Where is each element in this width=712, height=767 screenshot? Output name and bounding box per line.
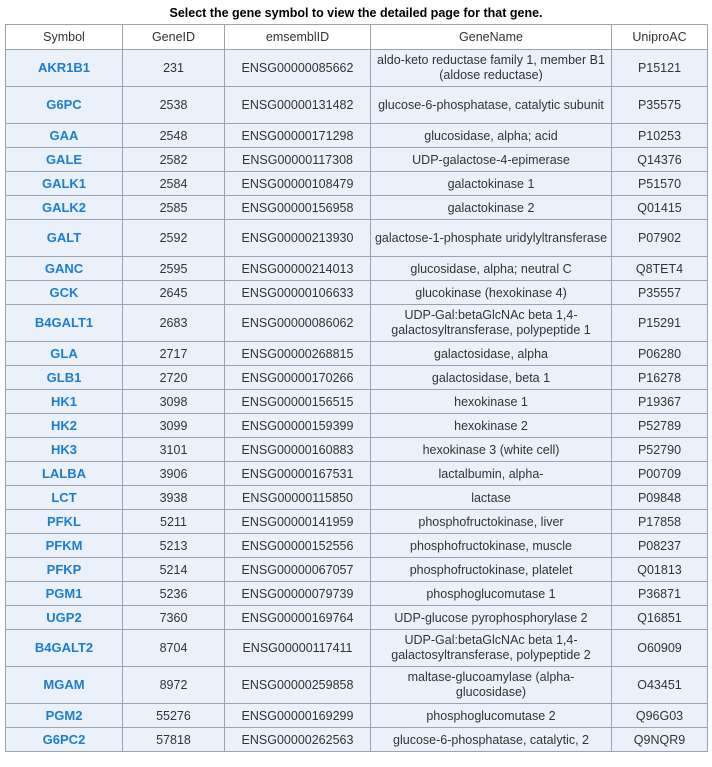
cell-gene-id: 3099 [123, 414, 225, 438]
cell-uniprot-ac: O60909 [612, 630, 708, 667]
cell-gene-id: 2717 [123, 342, 225, 366]
cell-uniprot-ac: P08237 [612, 534, 708, 558]
cell-gene-name: maltase-glucoamylase (alpha-glucosidase) [371, 667, 612, 704]
cell-ensembl-id: ENSG00000141959 [225, 510, 371, 534]
cell-symbol [6, 390, 123, 414]
cell-symbol [6, 486, 123, 510]
gene-symbol-link[interactable]: PFKL [47, 514, 81, 529]
cell-symbol [6, 305, 123, 342]
cell-gene-id: 3938 [123, 486, 225, 510]
cell-gene-id: 2592 [123, 220, 225, 257]
cell-gene-name: UDP-glucose pyrophosphorylase 2 [371, 606, 612, 630]
gene-symbol-link[interactable]: GLA [50, 346, 78, 361]
table-caption: Select the gene symbol to view the detailed page for that gene. [169, 6, 543, 20]
table-row [6, 124, 708, 148]
cell-ensembl-id: ENSG00000171298 [225, 124, 371, 148]
cell-symbol [6, 728, 123, 752]
cell-uniprot-ac: Q8TET4 [612, 257, 708, 281]
cell-symbol [6, 704, 123, 728]
table-row [6, 366, 708, 390]
table-row [6, 462, 708, 486]
gene-symbol-link[interactable]: GALK2 [41, 200, 87, 215]
table-row [6, 534, 708, 558]
cell-symbol [6, 606, 123, 630]
cell-gene-id: 3906 [123, 462, 225, 486]
cell-ensembl-id: ENSG00000152556 [225, 534, 371, 558]
table-row [6, 50, 708, 87]
cell-ensembl-id: ENSG00000106633 [225, 281, 371, 305]
cell-symbol [6, 630, 123, 667]
cell-symbol [6, 534, 123, 558]
cell-symbol [6, 414, 123, 438]
cell-ensembl-id: ENSG00000213930 [225, 220, 371, 257]
cell-symbol [6, 558, 123, 582]
column-header-ensembl-id: emsemblID [225, 25, 371, 50]
table-row [6, 558, 708, 582]
cell-symbol [6, 438, 123, 462]
cell-uniprot-ac: P52789 [612, 414, 708, 438]
cell-uniprot-ac: Q9NQR9 [612, 728, 708, 752]
cell-gene-id: 8972 [123, 667, 225, 704]
gene-symbol-link[interactable]: PGM1 [45, 586, 83, 601]
gene-symbol-link[interactable]: LALBA [41, 466, 87, 481]
gene-table [5, 24, 708, 752]
cell-symbol [6, 462, 123, 486]
cell-gene-name: hexokinase 1 [371, 390, 612, 414]
cell-gene-id: 2645 [123, 281, 225, 305]
cell-gene-name: galactosidase, beta 1 [371, 366, 612, 390]
gene-symbol-link[interactable]: LCT [51, 490, 77, 505]
table-row [6, 281, 708, 305]
cell-gene-id: 5236 [123, 582, 225, 606]
table-row [6, 87, 708, 124]
cell-uniprot-ac: P09848 [612, 486, 708, 510]
cell-uniprot-ac: P07902 [612, 220, 708, 257]
table-row [6, 414, 708, 438]
cell-uniprot-ac: P19367 [612, 390, 708, 414]
cell-ensembl-id: ENSG00000117308 [225, 148, 371, 172]
cell-uniprot-ac: P15121 [612, 50, 708, 87]
column-header-gene-id: GeneID [123, 25, 225, 50]
gene-symbol-link[interactable]: GALK1 [41, 176, 87, 191]
gene-symbol-link[interactable]: PFKP [46, 562, 82, 577]
table-row [6, 172, 708, 196]
cell-symbol [6, 582, 123, 606]
gene-symbol-link[interactable]: MGAM [43, 677, 85, 692]
cell-uniprot-ac: P10253 [612, 124, 708, 148]
gene-symbol-link[interactable]: G6PC [46, 97, 82, 112]
cell-gene-name: phosphofructokinase, liver [371, 510, 612, 534]
column-header-gene-name: GeneName [371, 25, 612, 50]
cell-symbol [6, 257, 123, 281]
cell-uniprot-ac: Q01813 [612, 558, 708, 582]
cell-uniprot-ac: P51570 [612, 172, 708, 196]
cell-uniprot-ac: P17858 [612, 510, 708, 534]
cell-symbol [6, 366, 123, 390]
table-row [6, 704, 708, 728]
cell-gene-id: 5213 [123, 534, 225, 558]
gene-symbol-link[interactable]: G6PC2 [42, 732, 86, 747]
cell-ensembl-id: ENSG00000262563 [225, 728, 371, 752]
table-row [6, 486, 708, 510]
cell-gene-name: phosphofructokinase, platelet [371, 558, 612, 582]
cell-gene-id: 2683 [123, 305, 225, 342]
table-row [6, 510, 708, 534]
cell-uniprot-ac: P35557 [612, 281, 708, 305]
gene-symbol-link[interactable]: AKR1B1 [37, 60, 90, 75]
cell-gene-name: UDP-galactose-4-epimerase [371, 148, 612, 172]
cell-uniprot-ac: Q16851 [612, 606, 708, 630]
cell-gene-name: hexokinase 2 [371, 414, 612, 438]
cell-ensembl-id: ENSG00000131482 [225, 87, 371, 124]
cell-symbol [6, 87, 123, 124]
cell-gene-name: hexokinase 3 (white cell) [371, 438, 612, 462]
gene-symbol-link[interactable]: GAA [49, 128, 79, 143]
cell-gene-id: 3098 [123, 390, 225, 414]
cell-gene-name: lactase [371, 486, 612, 510]
table-row [6, 196, 708, 220]
cell-gene-id: 2595 [123, 257, 225, 281]
cell-ensembl-id: ENSG00000117411 [225, 630, 371, 667]
table-row [6, 257, 708, 281]
cell-ensembl-id: ENSG00000268815 [225, 342, 371, 366]
gene-symbol-link[interactable]: PFKM [45, 538, 83, 553]
cell-symbol [6, 172, 123, 196]
cell-uniprot-ac: P52790 [612, 438, 708, 462]
cell-gene-id: 2584 [123, 172, 225, 196]
cell-gene-name: galactokinase 1 [371, 172, 612, 196]
cell-ensembl-id: ENSG00000156515 [225, 390, 371, 414]
table-header-row [6, 25, 708, 50]
cell-ensembl-id: ENSG00000085662 [225, 50, 371, 87]
cell-gene-id: 2720 [123, 366, 225, 390]
cell-gene-name: galactose-1-phosphate uridylyltransferase [371, 220, 612, 257]
cell-symbol [6, 342, 123, 366]
cell-ensembl-id: ENSG00000079739 [225, 582, 371, 606]
column-header-uniprot-ac: UniproAC [612, 25, 708, 50]
cell-gene-id: 2538 [123, 87, 225, 124]
gene-symbol-link[interactable]: B4GALT2 [34, 640, 94, 655]
cell-gene-name: galactokinase 2 [371, 196, 612, 220]
cell-symbol [6, 196, 123, 220]
cell-gene-name: phosphoglucomutase 1 [371, 582, 612, 606]
gene-symbol-link[interactable]: GCK [49, 285, 79, 300]
cell-symbol [6, 281, 123, 305]
cell-uniprot-ac: Q01415 [612, 196, 708, 220]
gene-symbol-link[interactable]: GALT [46, 230, 82, 245]
cell-gene-id: 2585 [123, 196, 225, 220]
cell-ensembl-id: ENSG00000086062 [225, 305, 371, 342]
gene-symbol-link[interactable]: B4GALT1 [34, 315, 94, 330]
cell-symbol [6, 667, 123, 704]
cell-uniprot-ac: P16278 [612, 366, 708, 390]
cell-gene-id: 2548 [123, 124, 225, 148]
table-row [6, 305, 708, 342]
column-header-symbol: Symbol [6, 25, 123, 50]
gene-symbol-link[interactable]: GANC [44, 261, 84, 276]
cell-uniprot-ac: Q96G03 [612, 704, 708, 728]
gene-symbol-link[interactable]: GLB1 [46, 370, 82, 385]
cell-gene-id: 5214 [123, 558, 225, 582]
table-row [6, 220, 708, 257]
gene-symbol-link[interactable]: HK2 [50, 418, 77, 433]
cell-symbol [6, 148, 123, 172]
cell-ensembl-id: ENSG00000169299 [225, 704, 371, 728]
cell-uniprot-ac: P15291 [612, 305, 708, 342]
cell-uniprot-ac: Q14376 [612, 148, 708, 172]
cell-symbol [6, 124, 123, 148]
cell-symbol [6, 510, 123, 534]
cell-gene-id: 55276 [123, 704, 225, 728]
gene-symbol-link[interactable]: PGM2 [45, 708, 83, 723]
cell-gene-id: 3101 [123, 438, 225, 462]
cell-gene-name: glucokinase (hexokinase 4) [371, 281, 612, 305]
cell-ensembl-id: ENSG00000159399 [225, 414, 371, 438]
cell-gene-id: 57818 [123, 728, 225, 752]
cell-uniprot-ac: P35575 [612, 87, 708, 124]
gene-symbol-link[interactable]: UGP2 [46, 610, 82, 625]
cell-ensembl-id: ENSG00000156958 [225, 196, 371, 220]
cell-gene-id: 5211 [123, 510, 225, 534]
cell-ensembl-id: ENSG00000169764 [225, 606, 371, 630]
cell-ensembl-id: ENSG00000170266 [225, 366, 371, 390]
cell-gene-id: 8704 [123, 630, 225, 667]
cell-gene-name: phosphoglucomutase 2 [371, 704, 612, 728]
gene-symbol-link[interactable]: GALE [45, 152, 83, 167]
cell-ensembl-id: ENSG00000160883 [225, 438, 371, 462]
gene-symbol-link[interactable]: HK1 [50, 394, 77, 409]
cell-ensembl-id: ENSG00000167531 [225, 462, 371, 486]
table-row [6, 342, 708, 366]
table-row [6, 582, 708, 606]
cell-ensembl-id: ENSG00000259858 [225, 667, 371, 704]
table-row [6, 630, 708, 667]
table-row [6, 438, 708, 462]
cell-gene-name: UDP-Gal:betaGlcNAc beta 1,4-galactosyltransferase, polypeptide 2 [371, 630, 612, 667]
cell-gene-name: glucosidase, alpha; acid [371, 124, 612, 148]
table-row [6, 606, 708, 630]
cell-gene-name: galactosidase, alpha [371, 342, 612, 366]
cell-uniprot-ac: P00709 [612, 462, 708, 486]
cell-ensembl-id: ENSG00000214013 [225, 257, 371, 281]
cell-gene-id: 2582 [123, 148, 225, 172]
cell-gene-name: glucosidase, alpha; neutral C [371, 257, 612, 281]
table-row [6, 667, 708, 704]
cell-gene-id: 231 [123, 50, 225, 87]
cell-ensembl-id: ENSG00000108479 [225, 172, 371, 196]
gene-table-body [6, 50, 708, 752]
cell-uniprot-ac: O43451 [612, 667, 708, 704]
cell-ensembl-id: ENSG00000115850 [225, 486, 371, 510]
cell-gene-name: phosphofructokinase, muscle [371, 534, 612, 558]
cell-gene-name: aldo-keto reductase family 1, member B1 (aldose reductase) [371, 50, 612, 87]
table-row [6, 728, 708, 752]
cell-gene-id: 7360 [123, 606, 225, 630]
cell-gene-name: glucose-6-phosphatase, catalytic subunit [371, 87, 612, 124]
cell-uniprot-ac: P36871 [612, 582, 708, 606]
cell-symbol [6, 220, 123, 257]
table-row [6, 148, 708, 172]
cell-symbol [6, 50, 123, 87]
cell-gene-name: glucose-6-phosphatase, catalytic, 2 [371, 728, 612, 752]
cell-gene-name: lactalbumin, alpha- [371, 462, 612, 486]
cell-uniprot-ac: P06280 [612, 342, 708, 366]
cell-gene-name: UDP-Gal:betaGlcNAc beta 1,4-galactosyltransferase, polypeptide 1 [371, 305, 612, 342]
gene-symbol-link[interactable]: HK3 [50, 442, 77, 457]
cell-ensembl-id: ENSG00000067057 [225, 558, 371, 582]
table-row [6, 390, 708, 414]
